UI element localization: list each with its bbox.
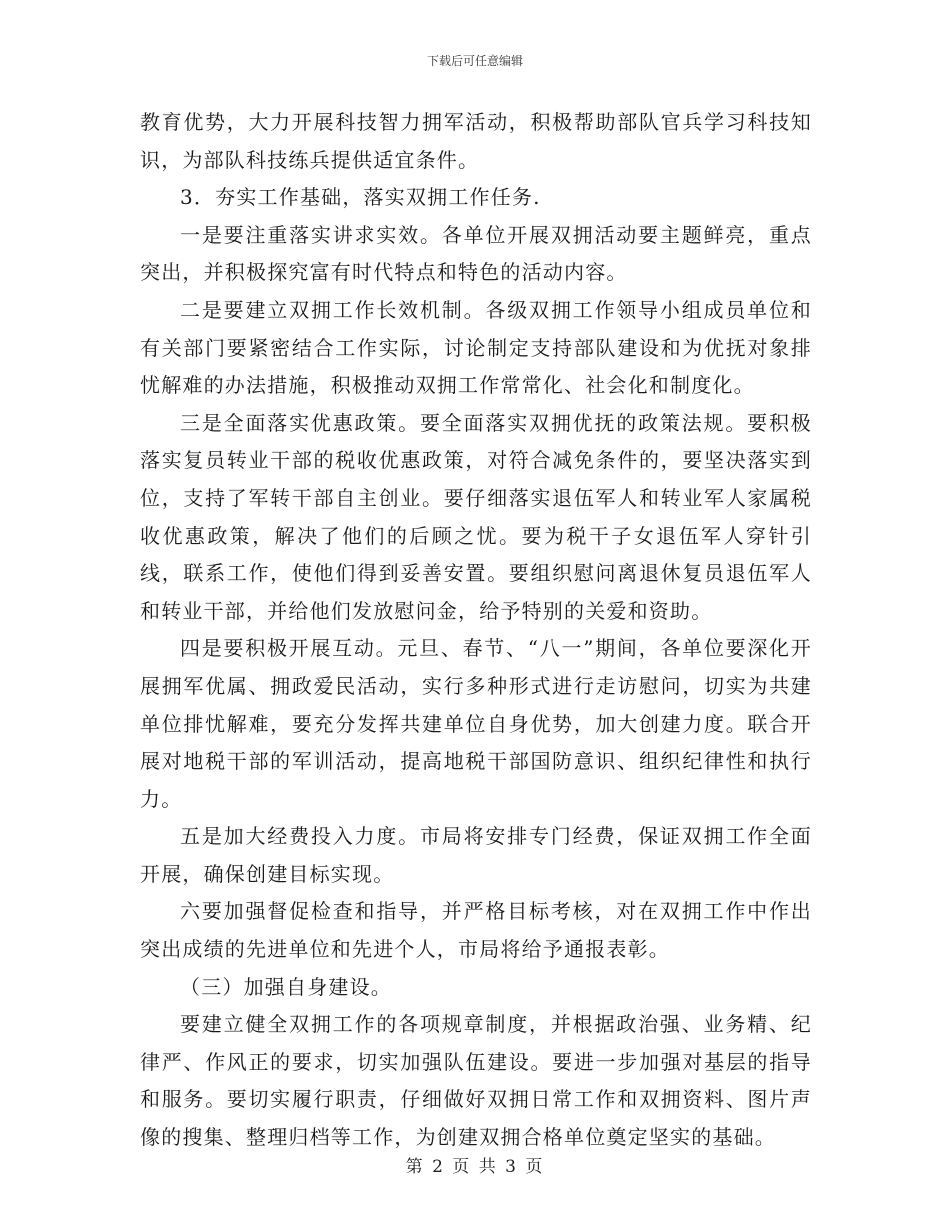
paragraph-10: 要建立健全双拥工作的各项规章制度，并根据政治强、业务精、纪律严、作风正的要求，切实加强队伍建设。要进一步加强对基层的指导和服务。要切实履行职责，仔细做好双拥日常工作和双拥资料、图片声像的搜集、整理归档等工作，为创建双拥合格单位奠定坚实的基础。	[140, 1012, 812, 1150]
paragraph-6: 四是要积极开展互动。元旦、春节、“八一”期间，各单位要深化开展拥军优属、拥政爱民活动，实行多种形式进行走访慰问，切实为共建单位排忧解难，要充分发挥共建单位自身优势，加大创建力度。联合开展对地税干部的军训活动，提高地税干部国防意识、组织纪律性和执行力。	[140, 636, 812, 811]
paragraph-8: 六要加强督促检查和指导，并严格目标考核，对在双拥工作中作出突出成绩的先进单位和先进个人，市局将给予通报表彰。	[140, 899, 812, 962]
paragraph-3: 一是要注重落实讲求实效。各单位开展双拥活动要主题鲜亮，重点突出，并积极探究富有时代特点和特色的活动内容。	[140, 222, 812, 285]
paragraph-4: 二是要建立双拥工作长效机制。各级双拥工作领导小组成员单位和有关部门要紧密结合工作实际，讨论制定支持部队建设和为优抚对象排忧解难的办法措施，积极推动双拥工作常常化、社会化和制度化。	[140, 297, 812, 398]
paragraph-1: 教育优势，大力开展科技智力拥军活动，积极帮助部队官兵学习科技知识，为部队科技练兵提供适宜条件。	[140, 110, 812, 172]
paragraph-5: 三是全面落实优惠政策。要全面落实双拥优抚的政策法规。要积极落实复员转业干部的税收优惠政策，对符合减免条件的，要坚决落实到位，支持了军转干部自主创业。要仔细落实退伍军人和转业军人家属税收优惠政策，解决了他们的后顾之忧。要为税干子女退伍军人穿针引线，联系工作，使他们得到妥善安置。要组织慰问离退休复员退伍军人和转业干部，并给他们发放慰问金，给予特别的关爱和资助。	[140, 410, 812, 623]
page-number-footer: 第 2 页 共 3 页	[405, 1157, 545, 1177]
page-header: 下载后可任意编辑	[426, 54, 523, 68]
document-body	[140, 104, 812, 1157]
section-heading: （三）加强自身建设。	[180, 974, 392, 999]
paragraph-7: 五是加大经费投入力度。市局将安排专门经费，保证双拥工作全面开展，确保创建目标实现。	[140, 824, 812, 886]
paragraph-2-heading: 3．夯实工作基础，落实双拥工作任务.	[180, 185, 541, 210]
